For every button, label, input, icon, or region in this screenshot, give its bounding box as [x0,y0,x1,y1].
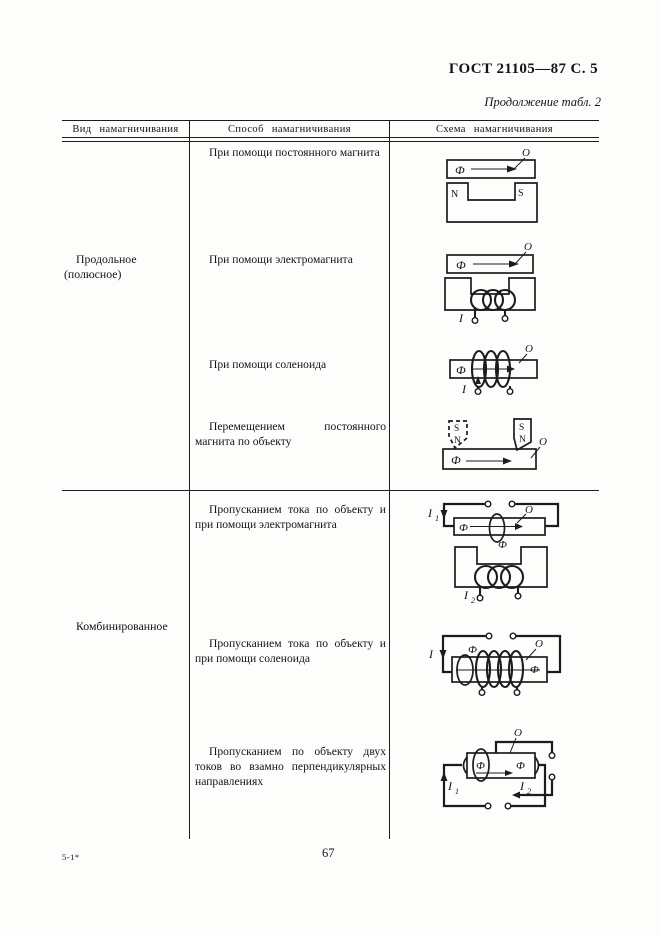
terminal [502,316,508,322]
top-wire [496,742,552,753]
doc-header: ГОСТ 21105—87 С. 5 [448,61,598,77]
method-current-solenoid: Пропусканием тока по объекту и при помощи соленоида [195,637,386,666]
method-permanent-magnet: При помощи постоянного магнита [209,146,380,159]
column-header-method: Способ намагничивания [228,124,351,135]
object-leader [519,354,527,363]
method-current-electromagnet: Пропусканием тока по объекту и при помощи электромагнита [195,503,386,532]
object-leader [526,649,536,660]
terminal [485,803,491,809]
header-double-rule [62,137,599,142]
current2-subscript: 2 [527,787,531,796]
terminal [507,389,513,395]
method-electromagnet: При помощи электромагнита [209,253,353,266]
cell-type-combined: Комбинированное [76,619,168,633]
object-leader [510,738,516,753]
object-label: O [522,147,530,159]
current-label: I [459,311,463,325]
section-divider-rule [62,490,599,491]
page-number: 67 [322,846,335,860]
flux-label: Ф [456,258,466,272]
current-label: I [462,382,466,396]
object-label: O [535,638,543,650]
circular-flux-label: Ф [476,760,485,772]
object-leader [515,252,526,264]
circular-flux-label: Ф [468,644,477,656]
north-pole-label: N [454,436,461,446]
object-label: O [525,343,533,355]
terminal [477,595,483,601]
north-pole-label: N [519,435,526,445]
terminal [486,633,492,639]
table-continuation-label: Продолжение табл. 2 [484,95,601,109]
diagram-two-perpendicular-currents [432,723,574,825]
terminal [505,803,511,809]
flux-arrow [507,166,517,173]
south-pole-label: S [518,188,524,199]
current1-subscript: 1 [435,514,439,523]
terminal [485,501,491,507]
south-pole-label: S [519,423,525,433]
current1-label: I [448,779,452,793]
current2-label: I [464,588,468,602]
method-two-currents: Пропусканием по объекту двух токов во взамно перпендикулярных направлениях [195,745,386,789]
method-solenoid: При помощи соленоида [209,358,327,371]
diagram-electromagnet [433,238,603,330]
object-label: O [525,504,533,516]
diagram-current-and-solenoid [428,626,578,708]
diagram-permanent-magnet [433,146,603,230]
flux-arrow [503,458,512,465]
terminal [472,318,478,324]
footer-signature: 5-1* [62,852,80,862]
terminal [549,753,555,759]
diagram-solenoid [443,342,603,400]
diagram-current-and-electromagnet [428,497,574,609]
terminal [479,690,485,696]
terminal [515,593,521,599]
circular-flux-label: Ф [498,539,507,551]
right-supply-wire [515,504,558,526]
table-top-rule [62,120,599,121]
north-pole-label: N [451,189,459,200]
coil [475,566,523,588]
current-label: I [429,647,433,661]
column-divider-2 [389,120,390,839]
current1-label: I [428,506,432,520]
flux-label: Ф [530,664,539,676]
flux-label: Ф [455,163,465,177]
diagram-moving-magnet [433,412,613,476]
method-moving-magnet: Перемещением постоянного магнита по объекту [195,420,386,449]
column-header-scheme: Схема намагничивания [435,124,553,135]
object-label: O [524,241,532,253]
flux-label: Ф [516,760,525,772]
south-pole-label: S [454,424,460,434]
terminal [549,774,555,780]
flux-arrow [505,770,513,776]
flux-arrow [515,523,523,530]
flux-label: Ф [451,453,461,467]
flux-label: Ф [456,363,466,377]
current2-label: I [520,779,524,793]
object-label: O [514,727,522,739]
column-divider-1 [189,120,190,839]
terminal [510,633,516,639]
terminal [475,389,481,395]
current2-wire [520,780,552,795]
current2-subscript: 2 [471,596,475,605]
current1-arrow [441,772,448,781]
flux-label: Ф [459,522,468,534]
terminal [514,690,520,696]
terminal [509,501,515,507]
current1-subscript: 1 [455,787,459,796]
column-header-type: Вид намагничивания [72,124,179,135]
current-arrow [440,650,447,659]
current1-arrow [441,510,448,519]
object-label: O [539,436,547,448]
cell-type-longitudinal: Продольное (полюсное) [64,252,137,282]
current2-arrow [512,792,520,799]
